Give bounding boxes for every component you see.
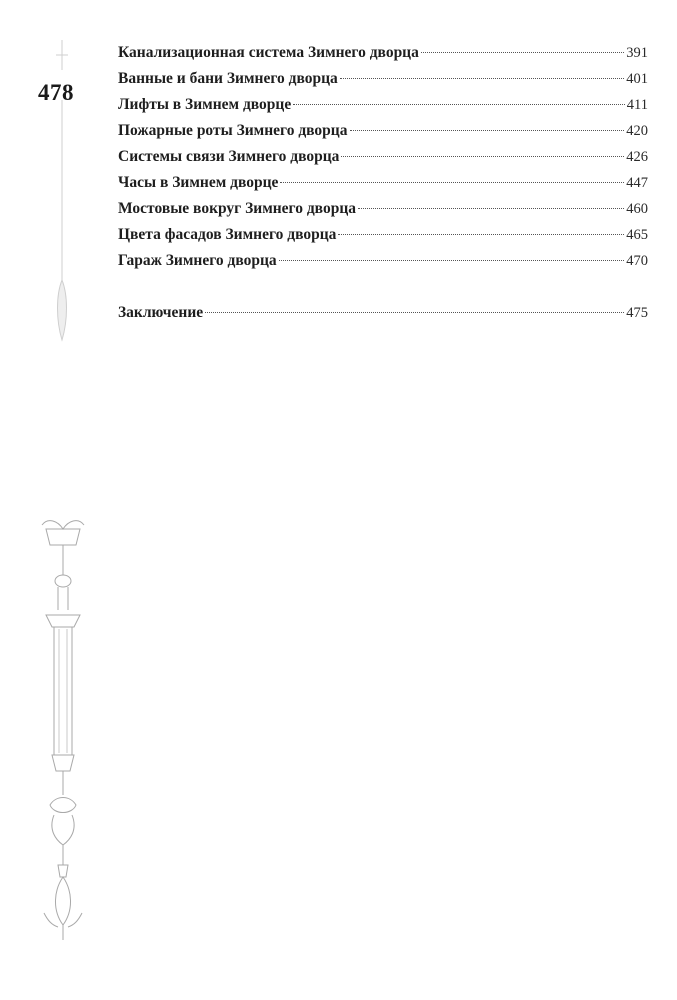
toc-entry-page: 411 [626, 97, 648, 113]
toc-entry-page: 391 [626, 45, 648, 61]
dot-leader [421, 52, 624, 53]
toc-entry-title: Мостовые вокруг Зимнего дворца [118, 200, 356, 217]
dot-leader [280, 182, 624, 183]
toc-entry-title: Цвета фасадов Зимнего дворца [118, 226, 337, 243]
dot-leader [205, 312, 624, 313]
dot-leader [279, 260, 625, 261]
toc-entry-title: Заключение [118, 304, 204, 321]
toc-entry-page: 465 [626, 227, 648, 243]
toc-entry[interactable] [118, 66, 648, 92]
toc-entry-page: 475 [626, 305, 648, 321]
toc-entry[interactable] [118, 222, 648, 248]
dot-leader [293, 104, 625, 105]
toc-entry[interactable] [118, 196, 648, 222]
ornament-top-decoration [0, 0, 100, 360]
toc-entry-title: Ванные и бани Зимнего дворца [118, 70, 338, 87]
toc-entry[interactable] [118, 144, 648, 170]
toc-entry[interactable] [118, 40, 648, 66]
toc-entry[interactable] [118, 248, 648, 274]
toc-entry-page: 470 [626, 253, 648, 269]
toc-entry-title: Пожарные роты Зимнего дворца [118, 122, 348, 139]
dot-leader [358, 208, 624, 209]
toc-entry[interactable] [118, 170, 648, 196]
dot-leader [350, 130, 625, 131]
toc-entry-page: 447 [626, 175, 648, 191]
toc-entry[interactable] [118, 118, 648, 144]
toc-entry-page: 420 [626, 123, 648, 139]
dot-leader [341, 156, 624, 157]
dot-leader [340, 78, 624, 79]
toc-entry-page: 426 [626, 149, 648, 165]
toc-entry-title: Лифты в Зимнем дворце [118, 96, 292, 113]
toc-entry-title: Канализационная система Зимнего дворца [118, 44, 419, 61]
toc-entry-title: Системы связи Зимнего дворца [118, 148, 340, 165]
toc-entry-conclusion[interactable] [118, 300, 648, 326]
toc-entry-page: 401 [626, 71, 648, 87]
toc-entry-title: Часы в Зимнем дворце [118, 174, 279, 191]
toc-entry[interactable] [118, 92, 648, 118]
dot-leader [338, 234, 624, 235]
table-of-contents [118, 40, 648, 326]
toc-entry-page: 460 [626, 201, 648, 217]
toc-entry-title: Гараж Зимнего дворца [118, 252, 277, 269]
page-number: 478 [38, 80, 74, 105]
ornament-column-illustration [28, 515, 98, 955]
